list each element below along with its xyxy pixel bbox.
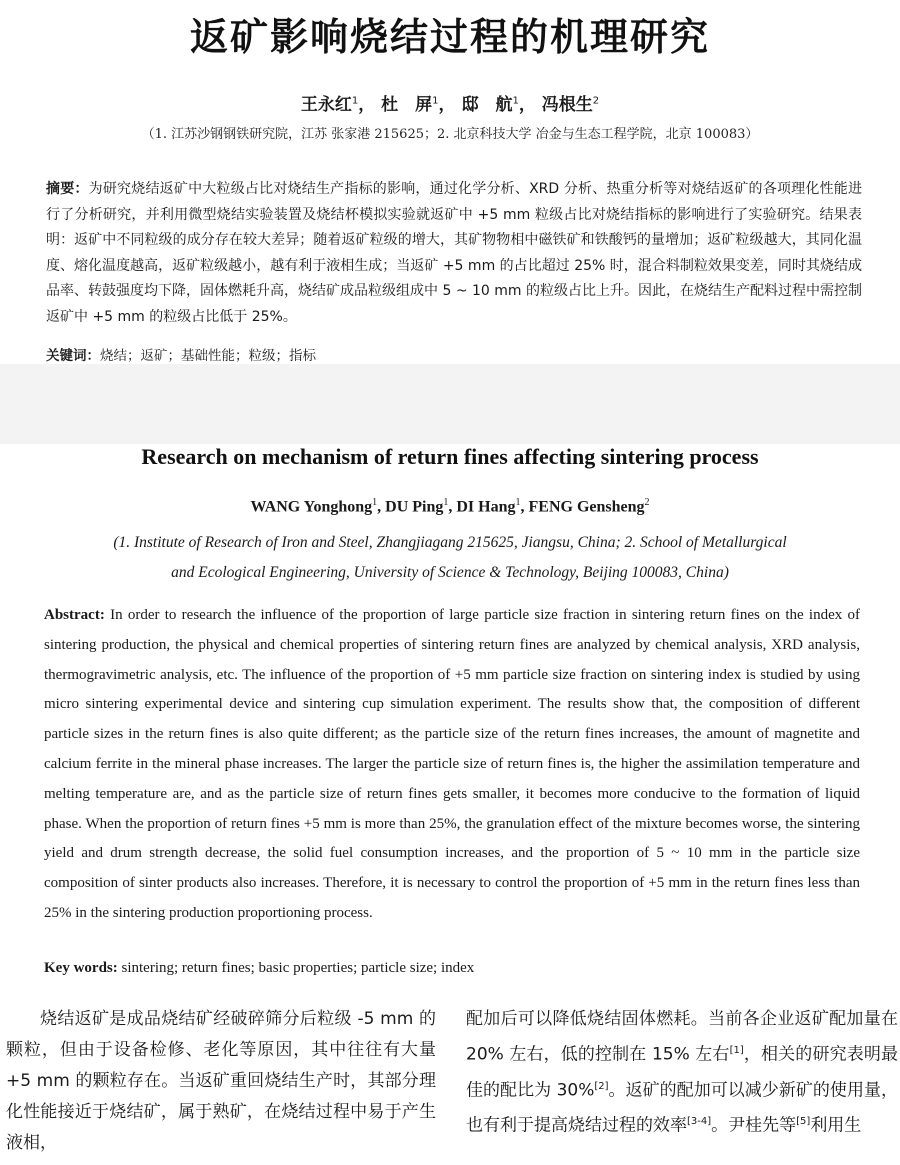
author-list-cn	[0, 90, 900, 115]
author-affil-mark: 1	[512, 95, 519, 107]
author-affil-mark: 2	[644, 497, 650, 508]
keywords-cn	[46, 344, 862, 364]
body-text: 利用生	[810, 1115, 862, 1136]
citation-ref: [2]	[594, 1080, 609, 1092]
author-separator: ，	[518, 95, 536, 115]
body-text: 配加后可以降低烧结固体燃耗。当前各企业返矿配加量在 20% 左右，低的控制在 15% 左右	[466, 1009, 898, 1065]
author-name: 邸 航	[461, 95, 513, 115]
author-name: DI Hang	[456, 498, 516, 516]
body-text: 。返矿的配加可以减少新矿的使用量，也有利于提高烧结过程的效率	[466, 1080, 898, 1136]
abstract-label-en: Abstract:	[44, 607, 105, 623]
keywords-text-en: sintering; return fines; basic properties; particle size; index	[121, 960, 475, 976]
author-list-en	[0, 497, 900, 516]
body-text: 。尹桂先等	[711, 1115, 797, 1136]
affiliation-en-line2: and Ecological Engineering, University of Science & Technology, Beijing 100083, China)	[171, 564, 729, 581]
keywords-text-cn: 烧结；返矿；基础性能；粒级；指标	[100, 348, 316, 364]
abstract-en	[44, 601, 860, 929]
author-name: WANG Yonghong	[250, 498, 373, 516]
affiliation-cn: （1. 江苏沙钢钢铁研究院，江苏 张家港 215625；2. 北京科技大学 冶金与生态工程学院，北京 100083）	[141, 127, 759, 142]
author-affil-mark: 1	[443, 497, 449, 508]
citation-ref: [5]	[796, 1116, 811, 1128]
author-separator: ，	[438, 95, 456, 115]
author-name: 王永红	[300, 95, 352, 115]
citation-ref: [1]	[729, 1045, 744, 1056]
body-paragraph: 烧结返矿是成品烧结矿经破碎筛分后粒级 -5 mm 的颗粒，但由于设备检修、老化等原因，其中往往有大量 +5 mm 的颗粒存在。当返矿重回烧结生产时，其部分理化性能接近于烧结矿，属于熟矿，在烧结过程中易于产生液相，	[6, 1009, 436, 1153]
author-affil-mark: 1	[432, 95, 439, 107]
body-paragraph	[466, 1004, 898, 1142]
affiliation-en-line1: (1. Institute of Research of Iron and Steel, Zhangjiagang 215625, Jiangsu, China; 2. School of Metallurgical	[113, 534, 787, 551]
abstract-text-cn: 为研究烧结返矿中大粒级占比对烧结生产指标的影响，通过化学分析、XRD 分析、热重分析等对烧结返矿的各项理化性能进行了分析研究，并利用微型烧结实验装置及烧结杯模拟实验就返矿中 +5 mm 粒级占比对烧结指标的影响进行了实验研究。结果表明：返矿中不同粒级的成分存在较大差异；随着返矿粒级的增大，其矿物物相中磁铁矿和铁酸钙的量增加；返矿粒级越大，其同化温度、熔化温度越高，返矿粒级越小，越有利于液相生成；当返矿 +5 mm 的占比超过 25% 时，混合料制粒效果变差，同时其烧结成品率、转鼓强度均下降，固体燃耗升高，烧结矿成品粒级组成中 5 ~ 10 mm 的粒级占比上升。因此，在烧结生产配料过程中需控制返矿中 +5 mm 的粒级占比低于 25%。	[46, 181, 862, 325]
author-name: FENG Gensheng	[528, 498, 645, 516]
author-separator: ,	[520, 498, 529, 516]
author-affil-mark: 1	[372, 497, 378, 508]
abstract-text-en: In order to research the influence of the proportion of large particle size fraction in sintering return fines on the index of sintering production, the physical and chemical properties of sintering return fines are analyzed by chemical analysis, XRD analysis, thermogravimetric analysis, etc. The influence of the proportion of +5 mm particle size fraction on sintering index is studied by using micro sintering experimental device and sintering cup simulation experiment. The results show that, the composition of different particle sizes in the return fines is also quite different; as the particle size of the return fines increases, the amount of magnetite and calcium ferrite in the mineral phase increases. The larger the particle size of return fines is, the higher the assimilation temperature and melting temperature are, and as the particle size of return fines gets smaller, it becomes more conducive to the formation of liquid phase. When the proportion of return fines +5 mm is more than 25%, the granulation effect of the mixture becomes worse, the sintering yield and drum strength decrease, the solid fuel consumption increases, and the proportion of 5 ~ 10 mm in the particle size composition of sinter products also increases. Therefore, it is necessary to control the proportion of +5 mm in the return fines less than 25% in the sintering production proportioning process.	[44, 607, 860, 921]
keywords-label-en: Key words:	[44, 960, 118, 976]
author-affil-mark: 1	[515, 497, 521, 508]
keywords-label-cn: 关键词：	[46, 348, 100, 364]
author-name: 杜 屏	[381, 95, 433, 115]
paper-title-en: Research on mechanism of return fines affecting sintering process	[141, 444, 759, 469]
author-affil-mark: 2	[592, 95, 600, 107]
abstract-cn	[46, 177, 862, 330]
author-separator: ,	[448, 498, 457, 516]
body-column-left	[6, 1004, 436, 1159]
author-affil-mark: 1	[351, 95, 359, 107]
citation-ref: [3-4]	[687, 1116, 712, 1128]
body-column-right	[466, 1004, 898, 1142]
author-name: 冯根生	[541, 95, 593, 115]
body-text: ，相关的研究表明最佳的配比为 30%	[466, 1044, 898, 1101]
affiliation-en	[80, 528, 820, 588]
keywords-en	[44, 960, 860, 977]
author-separator: ,	[377, 498, 386, 516]
abstract-label-cn: 摘要：	[46, 181, 89, 197]
separator-band	[0, 364, 900, 444]
author-separator: ，	[358, 95, 376, 115]
paper-title-cn: 返矿影响烧结过程的机理研究	[189, 15, 710, 59]
author-name: DU Ping	[385, 498, 444, 516]
